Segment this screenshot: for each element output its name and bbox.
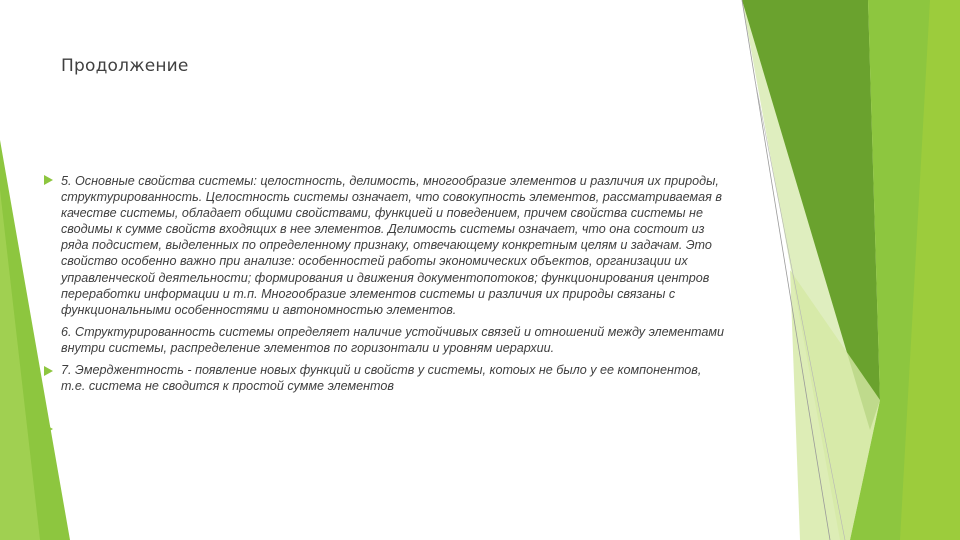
paragraph-properties: 5. Основные свойства системы: целостность, делимость, многообразие элементов и различия их природы, структурированность. Целостность системы означает, что совокупность элементов, рассматриваемая в качестве системы, обладает общими свойствами, функцией и поведением, причем свойства системы не сводимы к сумме свойств входящих в нее элементов. Делимость системы означает, что она состоит из ряда подсистем, выделенных по определенному признаку, отвечающему конкретным целям и задачам. Это свойство особенно важно при анализе: особенностей работы экономических объектов, организации их управленческой деятельности; формирования и движения документопотоков; функционирования центров переработки информации и т.п. Многообразие элементов системы и различия их природы связаны с функциональными особенностями и автономностью элементов. [61, 174, 722, 317]
bullet-1-icon [44, 175, 53, 185]
bullet-2-icon [44, 366, 53, 376]
bullet-3-icon [44, 424, 53, 434]
paragraph-structure: 6. Структурированность системы определяет наличие устойчивых связей и отношений между элементами внутри системы, распределение элементов по горизонтали и уровням иерархии. [61, 324, 725, 355]
slide-body [61, 173, 729, 400]
paragraph-emergence: 7. Эмерджентность - появление новых функций и свойств у системы, котоых не было у ее компонентов, т.е. система не сводится к простой сумме элементов [61, 363, 702, 394]
slide-title: Продолжение [61, 56, 189, 76]
